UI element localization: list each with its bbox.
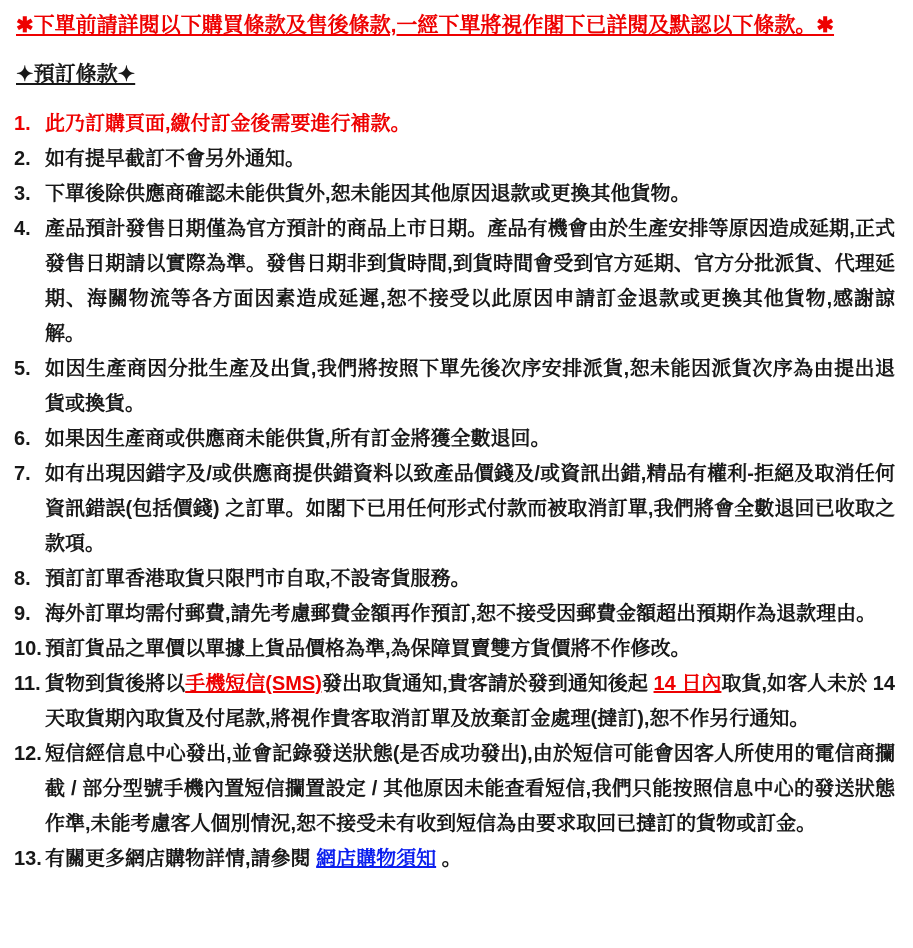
text-segment: 取貨,如客人未於 14 天取貨期內取貨及付尾款,將視作貴客取消訂單及放棄訂金處理(撻訂),恕不作另行通知。: [45, 673, 896, 730]
term-text: [45, 463, 895, 555]
text-segment: 海外訂單均需付郵費,請先考慮郵費金額再作預訂,恕不接受因郵費金額超出預期作為退款理由。: [45, 603, 877, 625]
text-segment: 如有出現因錯字及/或供應商提供錯資料以致產品價錢及/或資訊出錯,精品有權利-拒絕及取消任何資訊錯誤(包括價錢) 之訂單。如閣下已用任何形式付款而被取消訂單,我們將會全數退回已收取之款項。: [45, 463, 895, 555]
term-text: [45, 218, 895, 345]
text-segment: 如果因生產商或供應商未能供貨,所有訂金將獲全數退回。: [45, 428, 551, 450]
term-text: [45, 358, 895, 415]
term-text: [45, 603, 876, 625]
red-underlined-text: 手機短信(SMS): [185, 673, 322, 695]
term-item: [14, 107, 895, 142]
term-text: [45, 113, 411, 135]
term-item: [14, 842, 895, 877]
term-text: [45, 183, 691, 205]
term-number: 11.: [14, 673, 41, 695]
text-segment: 預訂訂單香港取貨只限門市自取,不設寄貨服務。: [45, 568, 471, 590]
text-segment: 預訂貨品之單價以單據上貨品價格為準,為保障買賣雙方貨價將不作修改。: [45, 638, 691, 660]
red-emphasis-text: 此乃訂購頁面,繳付訂金後需要進行補款。: [45, 113, 411, 135]
term-item: [14, 597, 895, 632]
text-segment: 短信經信息中心發出,並會記錄發送狀態(是否成功發出),由於短信可能會因客人所使用的電信商攔截 / 部分型號手機內置短信攔置設定 / 其他原因未能查看短信,我們只能按照信息中心的發送狀態作準,未能考慮客人個別情況,恕不接受未有收到短信為由要求取回已撻訂的貨物或訂金。: [45, 743, 895, 835]
term-text: [45, 848, 462, 870]
text-segment: 。: [436, 848, 462, 870]
term-number: 2.: [14, 148, 31, 170]
term-item: [14, 212, 895, 352]
term-text: [45, 428, 551, 450]
term-number: 1.: [14, 113, 31, 135]
pre-order-terms-heading: ✦預訂條款✦: [16, 63, 136, 86]
term-item: [14, 737, 895, 842]
term-item: [14, 562, 895, 597]
red-underlined-text: 14 日內: [653, 673, 722, 695]
term-item: [14, 457, 895, 562]
term-number: 12.: [14, 743, 42, 765]
term-item: [14, 177, 895, 212]
text-segment: 如因生產商因分批生產及出貨,我們將按照下單先後次序安排派貨,恕未能因派貨次序為由提出退貨或換貨。: [45, 358, 895, 415]
term-item: [14, 142, 895, 177]
term-text: [45, 743, 895, 835]
term-item: [14, 422, 895, 457]
term-item: [14, 632, 895, 667]
term-number: 10.: [14, 638, 42, 660]
term-number: 5.: [14, 358, 31, 380]
term-item: [14, 352, 895, 422]
term-number: 6.: [14, 428, 31, 450]
term-text: [45, 568, 471, 590]
text-segment: 有關更多網店購物詳情,請參閱: [45, 848, 317, 870]
shop-guide-link[interactable]: 網店購物須知: [316, 848, 437, 870]
text-segment: 下單後除供應商確認未能供貨外,恕未能因其他原因退款或更換其他貨物。: [45, 183, 691, 205]
term-text: [45, 638, 691, 660]
term-text: [45, 148, 305, 170]
text-segment: 貨物到貨後將以: [45, 673, 186, 695]
term-number: 7.: [14, 463, 31, 485]
term-text: [45, 673, 895, 730]
text-segment: 發出取貨通知,貴客請於發到通知後起: [321, 673, 654, 695]
term-number: 8.: [14, 568, 31, 590]
term-number: 3.: [14, 183, 31, 205]
pre-order-notice-banner: ✱下單前請詳閱以下購買條款及售後條款,一經下單將視作閣下已詳閱及默認以下條款。✱: [16, 14, 835, 37]
text-segment: 如有提早截訂不會另外通知。: [45, 148, 305, 170]
term-number: 9.: [14, 603, 31, 625]
term-number: 13.: [14, 848, 42, 870]
terms-list: [14, 107, 895, 877]
term-number: 4.: [14, 218, 31, 240]
text-segment: 產品預計發售日期僅為官方預計的商品上市日期。產品有機會由於生產安排等原因造成延期,正式發售日期請以實際為準。發售日期非到貨時間,到貨時間會受到官方延期、官方分批派貨、代理延期、海關物流等各方面因素造成延遲,恕不接受以此原因申請訂金退款或更換其他貨物,感謝諒解。: [45, 218, 895, 345]
term-item: [14, 667, 895, 737]
